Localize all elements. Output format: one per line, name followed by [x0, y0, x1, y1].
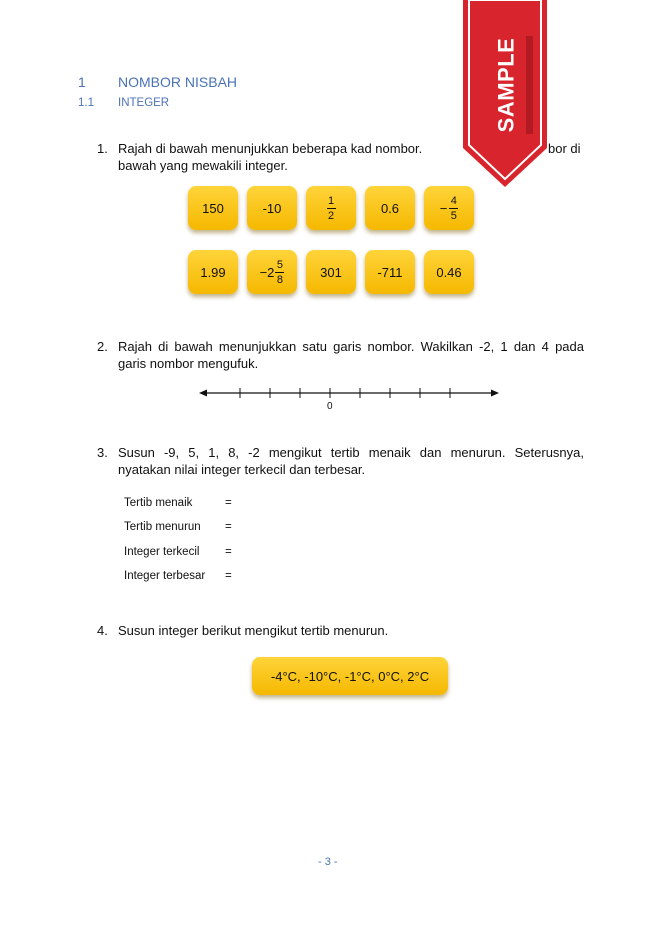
q1-text-line1: Rajah di bawah menunjukkan beberapa kad nombor. — [118, 141, 423, 156]
number-card: 301 — [306, 250, 356, 294]
q1-number: 1. — [97, 141, 108, 156]
number-card-fraction: $\frac{1}{2}$ — [306, 186, 356, 230]
q1-text-line1-end: bor di — [548, 141, 581, 156]
page-number: - 3 - — [318, 856, 338, 868]
number-card: 150 — [188, 186, 238, 230]
number-card: 0.6 — [365, 186, 415, 230]
temperature-list-card: -4°C, -10°C, -1°C, 0°C, 2°C — [252, 657, 448, 695]
answer-equals: = — [225, 546, 232, 558]
number-card: -10 — [247, 186, 297, 230]
heading-2-title: INTEGER — [118, 97, 170, 109]
number-card-fraction: − $\frac{4}{5}$ — [424, 186, 474, 230]
heading-1-title: NOMBOR NISBAH — [118, 74, 238, 90]
sample-stamp-text: SAMPLE — [493, 37, 518, 133]
answer-label: Tertib menurun — [124, 521, 201, 533]
q2-text-line2: garis nombor mengufuk. — [118, 356, 259, 371]
q2-number: 2. — [97, 339, 108, 354]
heading-1-number: 1 — [78, 74, 86, 90]
q3-number: 3. — [97, 445, 108, 460]
answer-label: Tertib menaik — [124, 497, 193, 509]
number-card: 0.46 — [424, 250, 474, 294]
number-card-mixed-fraction: −2 $\frac{5}{8}$ — [247, 250, 297, 294]
answer-equals: = — [225, 521, 232, 533]
q2-text-line1: Rajah di bawah menunjukkan satu garis nombor. Wakilkan -2, 1 dan 4 pada — [118, 339, 584, 354]
number-line-zero-label: 0 — [327, 401, 333, 412]
q4-text-line1: Susun integer berikut mengikut tertib menurun. — [118, 623, 389, 638]
heading-2-number: 1.1 — [78, 97, 94, 109]
q3-text-line2: nyatakan nilai integer terkecil dan terbesar. — [118, 462, 366, 477]
answer-equals: = — [225, 497, 232, 509]
answer-equals: = — [225, 570, 232, 582]
number-line — [195, 383, 505, 403]
q4-number: 4. — [97, 623, 108, 638]
q1-text-line2: bawah yang mewakili integer. — [118, 158, 288, 173]
answer-label: Integer terbesar — [124, 570, 206, 582]
number-card: 1.99 — [188, 250, 238, 294]
answer-label: Integer terkecil — [124, 546, 200, 558]
number-card: -711 — [365, 250, 415, 294]
q3-text-line1: Susun -9, 5, 1, 8, -2 mengikut tertib menaik dan menurun. Seterusnya, — [118, 445, 584, 460]
